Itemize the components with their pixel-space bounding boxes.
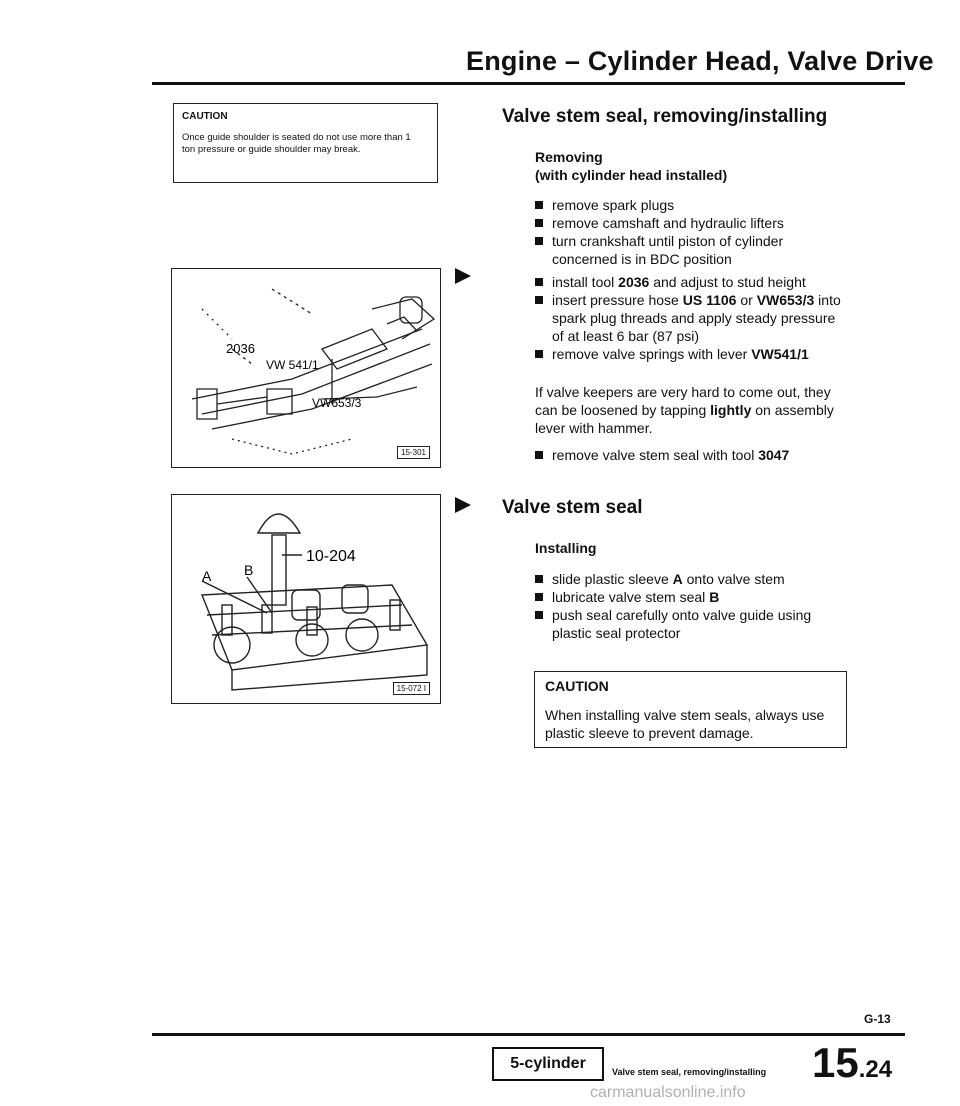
section1-sub2: (with cylinder head installed) (535, 167, 728, 183)
figure2-label-tool: 10-204 (306, 548, 356, 565)
section2-sub: Installing (535, 540, 597, 556)
list-item: remove camshaft and hydraulic lifters (535, 214, 845, 232)
arrow-marker-2 (455, 497, 471, 513)
list-item: remove valve springs with lever VW541/1 (535, 345, 850, 363)
list-item: remove spark plugs (535, 196, 845, 214)
figure2-label-b: B (244, 562, 254, 578)
figure1-label-2036: 2036 (226, 341, 255, 356)
list-item: lubricate valve stem seal B (535, 588, 845, 606)
list-item: remove valve stem seal with tool 3047 (535, 446, 845, 464)
header-rule (152, 82, 905, 85)
caution-box-left (173, 103, 438, 183)
seal-removal-list (535, 446, 845, 464)
removal-steps-list (535, 196, 845, 268)
page-title: Engine – Cylinder Head, Valve Drive (466, 46, 934, 76)
footer-rule (152, 1033, 905, 1036)
arrow-marker-1 (455, 268, 471, 284)
figure-tool-setup (171, 268, 441, 468)
seal-install-illustration (172, 495, 439, 702)
section1-sub: Removing (535, 149, 603, 165)
figure2-ref: 15-072 I (393, 682, 430, 695)
caution-title: CAUTION (182, 111, 228, 122)
section1-title: Valve stem seal, removing/installing (502, 106, 828, 127)
list-item: slide plastic sleeve A onto valve stem (535, 570, 845, 588)
caution-body: Once guide shoulder is seated do not use more than 1 ton pressure or guide shoulder may break. (182, 132, 411, 155)
page-reference: G-13 (864, 1012, 891, 1026)
tool-steps-list (535, 273, 850, 363)
watermark: carmanualsonline.info (590, 1084, 746, 1101)
figure1-label-vw541: VW 541/1 (266, 358, 319, 372)
tool-setup-illustration (172, 269, 439, 466)
keeper-note: If valve keepers are very hard to come out, they can be loosened by tapping lightly on assembly lever with hammer. (535, 384, 834, 436)
list-item: turn crankshaft until piston of cylinder concerned is in BDC position (535, 232, 845, 268)
list-item: push seal carefully onto valve guide using plastic seal protector (535, 606, 845, 642)
caution-box-right (534, 671, 847, 748)
figure1-label-vw653: VW653/3 (312, 396, 362, 410)
list-item: install tool 2036 and adjust to stud height (535, 273, 850, 291)
install-steps-list (535, 570, 845, 642)
figure2-label-a: A (202, 568, 212, 584)
caution-body: When installing valve stem seals, always use plastic sleeve to prevent damage. (545, 707, 825, 741)
footer-section-text: Valve stem seal, removing/installing (612, 1067, 767, 1077)
caution-title: CAUTION (545, 678, 609, 694)
engine-badge: 5-cylinder (492, 1047, 604, 1081)
list-item: insert pressure hose US 1106 or VW653/3 into spark plug threads and apply steady pressure of at least 6 bar (87 psi) (535, 291, 850, 345)
page-number: 15.24 (812, 1039, 893, 1086)
section2-title: Valve stem seal (502, 497, 643, 518)
figure1-ref: 15-301 (397, 446, 430, 459)
figure-seal-install (171, 494, 441, 704)
